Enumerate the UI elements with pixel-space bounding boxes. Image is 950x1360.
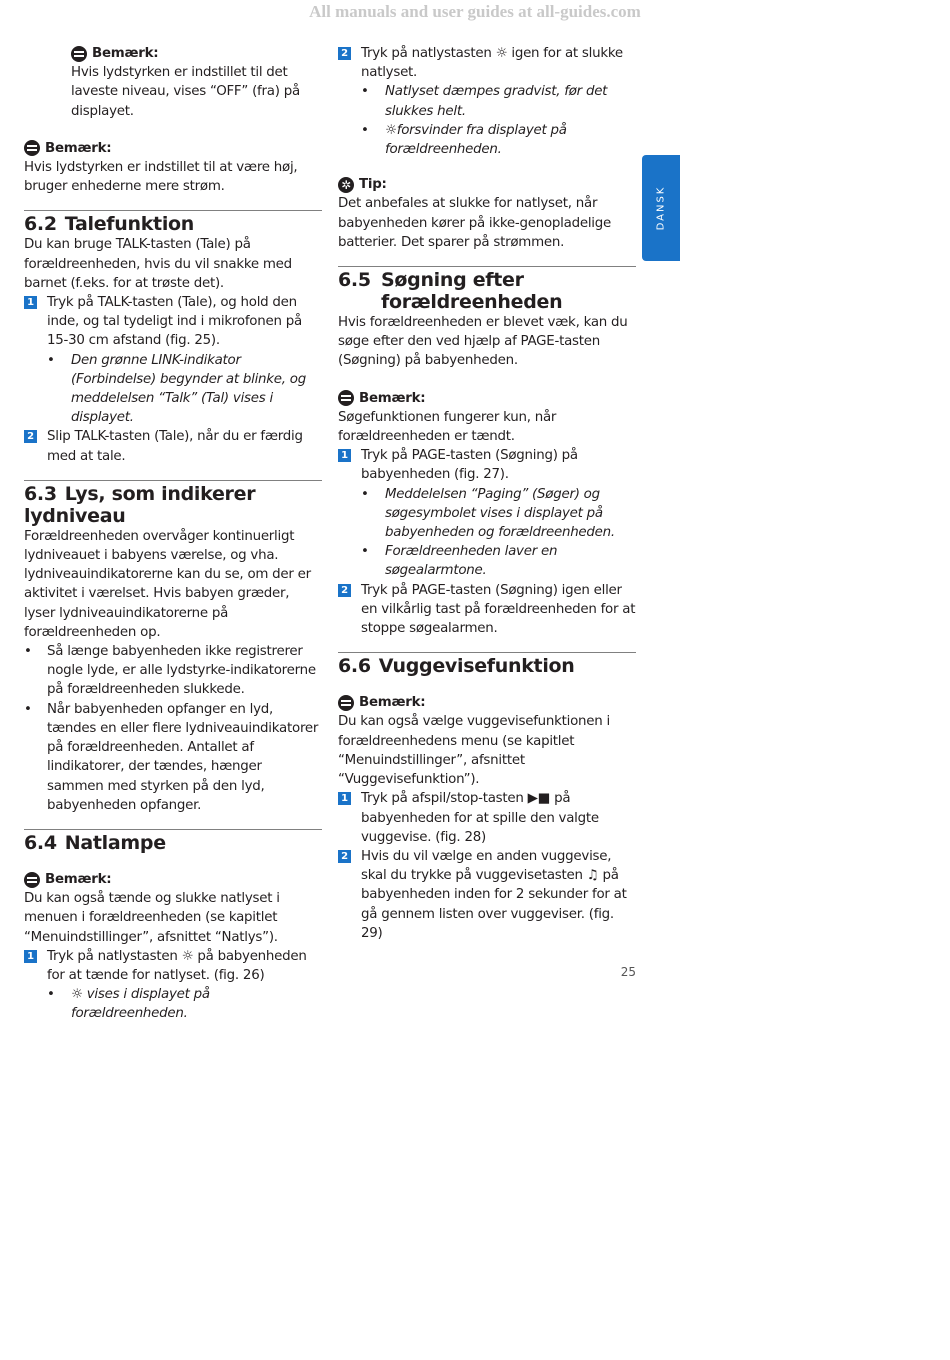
tip-icon: ✲ (338, 177, 354, 193)
section-number: 6.3 (24, 482, 57, 505)
step-text: Tryk på PAGE-tasten (Søgning) igen eller en vilkårlig tast på forældreenheden for at stoppe søgealarmen. (361, 582, 636, 637)
note-text: Hvis lydstyrken er indstillet til det laveste niveau, vises “OFF” (fra) på displayet. (71, 65, 300, 119)
note-heading: Bemærk: (45, 140, 112, 156)
sub-bullet: • Den grønne LINK-indikator (Forbindelse) begynder at blinke, og meddelelsen “Talk” (Tal) vises i displayet. (24, 351, 322, 428)
sub-bullet-text: Forældreenheden laver en søgealarmtone. (385, 544, 558, 579)
bullet-text: Når babyenheden opfanger en lyd, tændes en eller flere lydniveauindikatorer på forældreenheden. Antallet af lindikatorer, der tændes, hænger sammen med styrken på den lyd, babyenheden opfanger. (47, 701, 319, 813)
step-number-badge: 1 (24, 296, 37, 309)
section-title: Lys, som indikerer lydniveau (24, 482, 256, 527)
step-item (338, 847, 636, 943)
note-heading: Bemærk: (92, 46, 159, 61)
step-item (338, 44, 636, 82)
sub-bullet: • Forældreenheden laver en søgealarmtone. (338, 542, 636, 580)
section-heading-6-5 (338, 266, 636, 313)
note-icon (24, 140, 40, 156)
note-text: Du kan også tænde og slukke natlyset i menuen i forældreenheden (se kapitlet “Menuindstillinger”, afsnittet “Natlys”). (24, 891, 280, 945)
watermark: All manuals and user guides at all-guides.com (309, 2, 641, 21)
paragraph: Forældreenheden overvåger kontinuerligt lydniveauet i babyens værelse, og vha. lydniveauindikatorerne kan du se, om der er aktivitet i værelset. Hvis babyen græder, lyser lydniveauindikatorerne på forældreenheden op. (24, 528, 311, 640)
note-text: Søgefunktionen fungerer kun, når forældreenheden er tændt. (338, 409, 557, 445)
tip-heading: Tip: (359, 177, 387, 193)
step-item (24, 427, 322, 465)
language-tab-label: DANSK (655, 185, 667, 231)
step-text: Tryk på natlystasten ☼ igen for at slukke natlyset. (361, 46, 623, 81)
section-number: 6.4 (24, 831, 57, 854)
step-number-badge: 2 (24, 430, 37, 443)
section-number: 6.5 (338, 269, 371, 292)
page-number: 25 (620, 965, 636, 979)
step-number-badge: 2 (338, 584, 351, 597)
section-title: Natlampe (64, 831, 166, 854)
section-heading-6-4 (24, 829, 322, 854)
step-text: Hvis du vil vælge en anden vuggevise, skal du trykke på vuggevisetasten ♫ på babyenheden inden for 2 sekunder for at gå gennem listen over vuggeviser. (fig. 29) (361, 848, 627, 941)
sub-bullet-text: Den grønne LINK-indikator (Forbindelse) begynder at blinke, og meddelelsen “Talk” (Tal) vises i displayet. (71, 352, 306, 426)
sub-bullet: • ☼ vises i displayet på forældreenheden. (24, 985, 322, 1023)
section-number: 6.2 (24, 213, 57, 236)
note-icon (71, 46, 87, 62)
section-number: 6.6 (338, 655, 371, 678)
note-heading: Bemærk: (359, 390, 426, 406)
section-heading-6-3 (24, 480, 322, 527)
note-text: Hvis lydstyrken er indstillet til at være høj, bruger enhederne mere strøm. (24, 160, 298, 195)
note-icon (338, 695, 354, 711)
step-number-badge: 2 (338, 47, 351, 60)
bullet-item: • Når babyenheden opfanger en lyd, tændes en eller flere lydniveauindikatorer på forældreenheden. Antallet af lindikatorer, der tændes, hænger sammen med styrken på den lyd, babyenheden opfanger. (24, 700, 322, 815)
section-heading-6-2 (24, 210, 322, 235)
section-title: Søgning efter forældreenheden (381, 269, 563, 314)
note-icon (338, 390, 354, 406)
paragraph: Du kan bruge TALK-tasten (Tale) på forældreenheden, hvis du vil snakke med barnet (f.eks. for at trøste det). (24, 237, 292, 291)
step-item (24, 947, 322, 985)
sub-bullet: • Meddelelsen “Paging” (Søger) og søgesymbolet vises i displayet på babyenheden og forældreenheden. (338, 485, 636, 543)
step-item (338, 789, 636, 847)
sub-bullet: • ☼forsvinder fra displayet på forældreenheden. (338, 121, 636, 159)
note-text: Du kan også vælge vuggevisefunktionen i forældreenhedens menu (se kapitlet “Menuindstillinger”, afsnittet “Vuggevisefunktion”). (338, 714, 610, 788)
step-number-badge: 1 (24, 950, 37, 963)
section-heading-6-6 (338, 652, 636, 677)
note-volume-off (24, 44, 322, 121)
step-text: Tryk på natlystasten ☼ på babyenheden for at tænde for natlyset. (fig. 26) (47, 948, 307, 983)
note-icon (24, 872, 40, 888)
note-heading: Bemærk: (359, 695, 426, 711)
step-item (24, 293, 322, 351)
right-column (338, 44, 636, 943)
tip-text: Det anbefales at slukke for natlyset, når babyenheden kører på ikke-genopladelige batterier. Det sparer på strømmen. (338, 196, 612, 250)
step-text: Tryk på TALK-tasten (Tale), og hold den inde, og tal tydeligt ind i mikrofonen på 15-30 cm afstand (fig. 25). (47, 295, 302, 349)
step-text: Tryk på afspil/stop-tasten ▶■ på babyenheden for at spille den valgte vuggevise. (fig. 28) (361, 791, 599, 845)
sub-bullet-text: ☼ vises i displayet på forældreenheden. (71, 987, 210, 1022)
step-item (338, 446, 636, 484)
step-number-badge: 2 (338, 850, 351, 863)
sub-bullet-text: Meddelelsen “Paging” (Søger) og søgesymbolet vises i displayet på babyenheden og forældreenheden. (385, 486, 615, 541)
left-column (24, 44, 322, 1024)
section-title: Vuggevisefunktion (378, 655, 575, 678)
sub-bullet-text: Natlyset dæmpes gradvist, før det slukkes helt. (385, 84, 608, 119)
step-number-badge: 1 (338, 449, 351, 462)
step-text: Slip TALK-tasten (Tale), når du er færdig med at tale. (47, 429, 303, 464)
paragraph: Hvis forældreenheden er blevet væk, kan du søge efter den ved hjælp af PAGE-tasten (Søgning) på babyenheden. (338, 315, 628, 369)
note-heading: Bemærk: (45, 871, 112, 887)
language-tab (642, 155, 680, 261)
bullet-item: • Så længe babyenheden ikke registrerer nogle lyde, er alle lydstyrke-indikatorerne på forældreenheden slukkede. (24, 642, 322, 700)
step-item (338, 581, 636, 639)
note-volume-high (24, 139, 322, 197)
bullet-text: Så længe babyenheden ikke registrerer nogle lyde, er alle lydstyrke-indikatorerne på forældreenheden slukkede. (47, 644, 316, 698)
section-title: Talefunktion (64, 213, 195, 236)
sub-bullet: • Natlyset dæmpes gradvist, før det slukkes helt. (338, 82, 636, 120)
sub-bullet-text: ☼forsvinder fra displayet på forældreenheden. (385, 122, 567, 158)
step-text: Tryk på PAGE-tasten (Søgning) på babyenheden (fig. 27). (361, 448, 578, 483)
step-number-badge: 1 (338, 792, 351, 805)
